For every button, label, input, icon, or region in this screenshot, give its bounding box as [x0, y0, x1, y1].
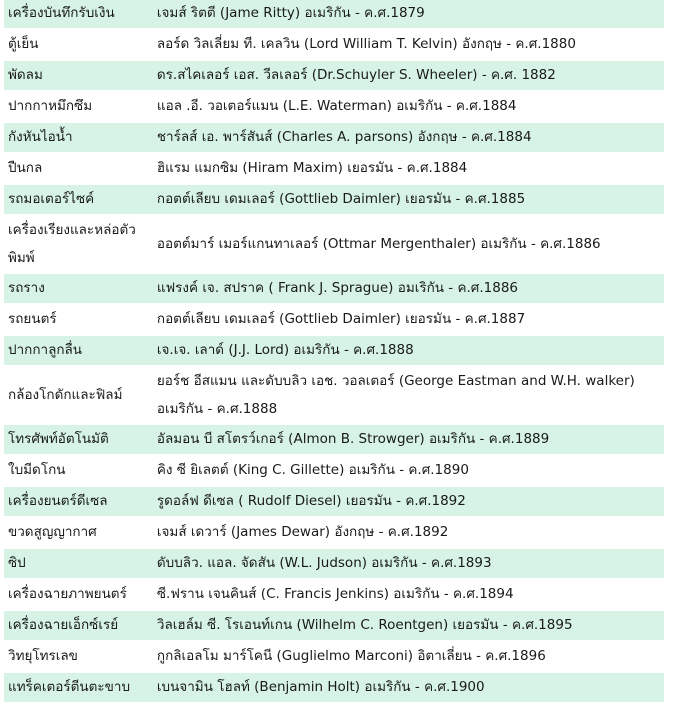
inventor-detail: เบนจามิน โฮลท์ (Benjamin Holt) อเมริกัน - ค.ศ.1900 — [153, 673, 664, 702]
inventor-detail: เจ.เจ. เลาด์ (J.J. Lord) อเมริกัน - ค.ศ.1888 — [153, 336, 664, 365]
inventor-detail: อัลมอน บี สโตรว์เกอร์ (Almon B. Strowger) อเมริกัน - ค.ศ.1889 — [153, 425, 664, 454]
invention-name: วิทยุโทรเลข — [4, 642, 153, 671]
invention-name: พัดลม — [4, 61, 153, 90]
table-row — [4, 673, 664, 702]
inventor-detail: กอตต์เลียบ เดมเลอร์ (Gottlieb Daimler) เยอรมัน - ค.ศ.1887 — [153, 305, 664, 334]
invention-name: เครื่องบันทึกรับเงิน — [4, 0, 153, 28]
inventor-detail: ซี.ฟราน เจนคินส์ (C. Francis Jenkins) อเมริกัน - ค.ศ.1894 — [153, 580, 664, 609]
invention-name: ปากกาหมึกซึม — [4, 92, 153, 121]
invention-name: รถราง — [4, 274, 153, 303]
invention-name: รถยนตร์ — [4, 305, 153, 334]
inventor-detail: กูกลิเอลโม มาร์โคนี (Guglielmo Marconi) อิตาเลี่ยน - ค.ศ.1896 — [153, 642, 664, 671]
invention-name: ปืนกล — [4, 154, 153, 183]
inventor-detail: เจมส์ เดวาร์ (James Dewar) อังกฤษ - ค.ศ.1892 — [153, 518, 664, 547]
inventor-detail: คิง ซี ยิเลตต์ (King C. Gillette) อเมริกัน - ค.ศ.1890 — [153, 456, 664, 485]
table-row — [4, 367, 664, 423]
inventor-detail: ดร.สไคเลอร์ เอส. วีลเลอร์ (Dr.Schuyler S. Wheeler) - ค.ศ. 1882 — [153, 61, 664, 90]
invention-name: โทรศัพท์อัตโนมัติ — [4, 425, 153, 454]
inventor-detail: ออตต์มาร์ เมอร์แกนทาเลอร์ (Ottmar Mergenthaler) อเมริกัน - ค.ศ.1886 — [153, 216, 664, 272]
table-row — [4, 425, 664, 454]
invention-name: เครื่องเรียงและหล่อตัวพิมพ์ — [4, 216, 153, 272]
invention-name: กังหันไอน้ำ — [4, 123, 153, 152]
inventions-table — [4, 0, 664, 704]
table-row — [4, 487, 664, 516]
inventor-detail: กอตต์เลียบ เดมเลอร์ (Gottlieb Daimler) เยอรมัน - ค.ศ.1885 — [153, 185, 664, 214]
table-row — [4, 456, 664, 485]
invention-name: ตู้เย็น — [4, 30, 153, 59]
table-row — [4, 549, 664, 578]
inventor-detail: ดับบลิว. แอล. จัดสัน (W.L. Judson) อเมริกัน - ค.ศ.1893 — [153, 549, 664, 578]
invention-name: ขวดสูญญากาศ — [4, 518, 153, 547]
invention-name: แทร็คเตอร์ตีนตะขาบ — [4, 673, 153, 702]
table-row — [4, 154, 664, 183]
table-row — [4, 0, 664, 28]
invention-name: เครื่องฉายภาพยนตร์ — [4, 580, 153, 609]
inventor-detail: รูดอล์ฟ ดีเซล ( Rudolf Diesel) เยอรมัน - ค.ศ.1892 — [153, 487, 664, 516]
inventor-detail: วิลเฮล์ม ซี. โรเอนท์เกน (Wilhelm C. Roentgen) เยอรมัน - ค.ศ.1895 — [153, 611, 664, 640]
invention-name: เครื่องฉายเอ็กซ์เรย์ — [4, 611, 153, 640]
inventor-detail: เจมส์ ริตตี (Jame Ritty) อเมริกัน - ค.ศ.1879 — [153, 0, 664, 28]
table-row — [4, 274, 664, 303]
table-row — [4, 216, 664, 272]
inventor-detail: แฟรงค์ เจ. สปราค ( Frank J. Sprague) อมเริกัน - ค.ศ.1886 — [153, 274, 664, 303]
table-row — [4, 518, 664, 547]
inventor-detail: แอล .อี. วอเตอร์แมน (L.E. Waterman) อเมริกัน - ค.ศ.1884 — [153, 92, 664, 121]
table-row — [4, 185, 664, 214]
invention-name: กล้องโกดักและฟิลม์ — [4, 367, 153, 423]
table-row — [4, 642, 664, 671]
inventor-detail: ฮิแรม แมกซิม (Hiram Maxim) เยอรมัน - ค.ศ.1884 — [153, 154, 664, 183]
invention-name: ปากกาลูกลื่น — [4, 336, 153, 365]
table-row — [4, 580, 664, 609]
inventor-detail: ลอร์ด วิลเลี่ยม ที. เคลวิน (Lord William T. Kelvin) อังกฤษ - ค.ศ.1880 — [153, 30, 664, 59]
inventor-detail: ชาร์ลส์ เอ. พาร์สันส์ (Charles A. parsons) อังกฤษ - ค.ศ.1884 — [153, 123, 664, 152]
table-row — [4, 336, 664, 365]
table-row — [4, 123, 664, 152]
invention-name: ซิป — [4, 549, 153, 578]
table-row — [4, 61, 664, 90]
table-row — [4, 611, 664, 640]
invention-name: รถมอเตอร์ไซค์ — [4, 185, 153, 214]
table-row — [4, 305, 664, 334]
inventor-detail: ยอร์ช อีสแมน และดับบลิว เอช. วอลเตอร์ (George Eastman and W.H. walker) อเมริกัน - ค.ศ.1888 — [153, 367, 664, 423]
table-row — [4, 92, 664, 121]
invention-name: เครื่องยนตร์ดีเซล — [4, 487, 153, 516]
table-row — [4, 30, 664, 59]
invention-name: ใบมีดโกน — [4, 456, 153, 485]
